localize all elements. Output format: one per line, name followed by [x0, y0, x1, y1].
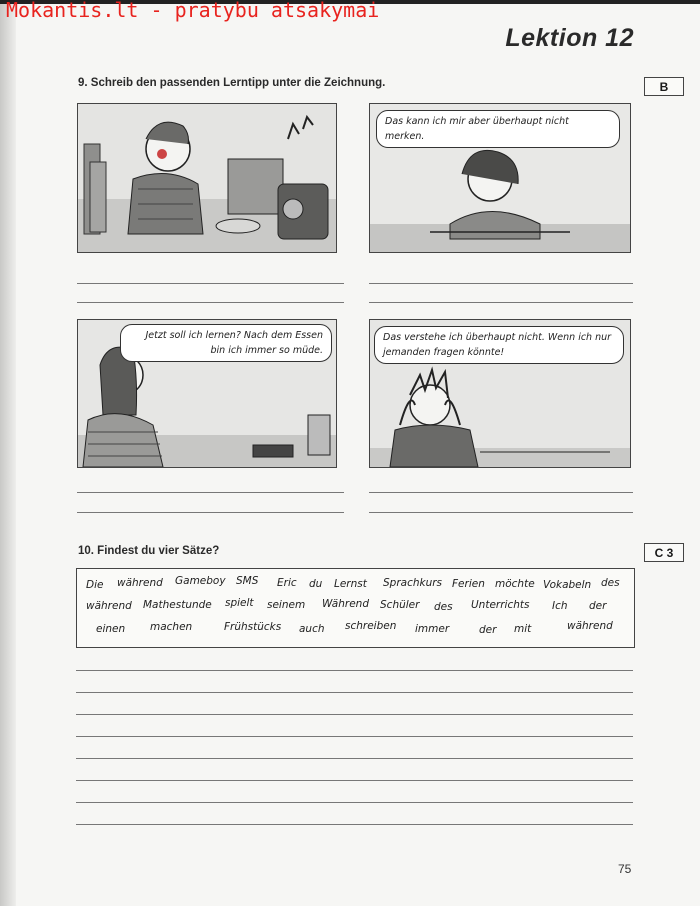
- word-chip: Ferien: [452, 578, 485, 590]
- illustration-panel-1: [77, 103, 337, 253]
- speech-bubble-3: Das verstehe ich überhaupt nicht. Wenn ich nur jemanden fragen könnte!: [374, 326, 624, 364]
- answer-line: [76, 670, 633, 671]
- answer-line: [369, 512, 633, 513]
- watermark: Mokantis.lt - pratybu atsakymai: [6, 0, 380, 22]
- book-binding-shadow: [0, 0, 16, 906]
- word-chip: Vokabeln: [543, 579, 592, 591]
- answer-line: [369, 283, 633, 284]
- word-chip: Lernst: [334, 578, 367, 590]
- word-chip: Ich: [552, 600, 568, 612]
- word-chip: Sprachkurs: [383, 577, 443, 589]
- answer-line: [76, 802, 633, 803]
- exercise-9-title: 9. Schreib den passenden Lerntipp unter die Zeichnung.: [78, 77, 386, 89]
- word-chip: Die: [86, 579, 104, 591]
- word-box: [76, 568, 635, 648]
- page-number: 75: [618, 862, 632, 876]
- answer-line: [76, 780, 633, 781]
- word-chip: während: [86, 600, 132, 612]
- word-chip: SMS: [236, 575, 259, 587]
- word-chip: Eric: [277, 577, 297, 589]
- answer-line: [76, 736, 633, 737]
- answer-line: [76, 692, 633, 693]
- word-chip: des: [434, 601, 453, 613]
- word-chip: Mathestunde: [143, 599, 212, 611]
- answer-line: [77, 492, 344, 493]
- word-chip: Gameboy: [175, 575, 226, 587]
- word-chip: spielt: [225, 597, 254, 609]
- word-chip: immer: [415, 623, 450, 635]
- answer-line: [369, 302, 633, 303]
- answer-line: [77, 283, 344, 284]
- word-chip: schreiben: [345, 620, 397, 632]
- illustration-panel-2: [369, 103, 631, 253]
- word-chip: möchte: [495, 578, 535, 590]
- exercise-10-badge: C 3: [644, 543, 684, 562]
- speech-bubble-1: Das kann ich mir aber überhaupt nicht merken.: [376, 110, 620, 148]
- illustration-panel-4: [369, 319, 631, 468]
- word-chip: während: [567, 620, 613, 632]
- answer-line: [369, 492, 633, 493]
- answer-line: [76, 758, 633, 759]
- word-chip: Unterrichts: [471, 599, 530, 611]
- word-chip: du: [309, 578, 323, 590]
- word-chip: auch: [299, 623, 325, 635]
- word-chip: der: [589, 600, 607, 612]
- answer-line: [77, 302, 344, 303]
- exercise-9-badge: B: [644, 77, 684, 96]
- word-chip: einen: [96, 623, 126, 635]
- boy-with-radio-illustration: [78, 104, 336, 252]
- lesson-title: Lektion 12: [505, 24, 634, 52]
- word-chip: mit: [514, 623, 532, 635]
- word-chip: Frühstücks: [224, 621, 282, 633]
- answer-line: [76, 714, 633, 715]
- word-chip: machen: [150, 621, 193, 633]
- word-chip: Schüler: [380, 599, 420, 611]
- word-chip: der: [479, 624, 497, 636]
- exercise-10-title: 10. Findest du vier Sätze?: [78, 545, 220, 557]
- word-chip: Während: [322, 598, 369, 610]
- illustration-panel-3: [77, 319, 337, 468]
- word-chip: während: [117, 577, 163, 589]
- word-chip: des: [601, 577, 620, 589]
- answer-line: [77, 512, 344, 513]
- word-chip: seinem: [267, 599, 306, 611]
- speech-bubble-2: Jetzt soll ich lernen? Nach dem Essen bin ich immer so müde.: [120, 324, 332, 362]
- answer-line: [76, 824, 633, 825]
